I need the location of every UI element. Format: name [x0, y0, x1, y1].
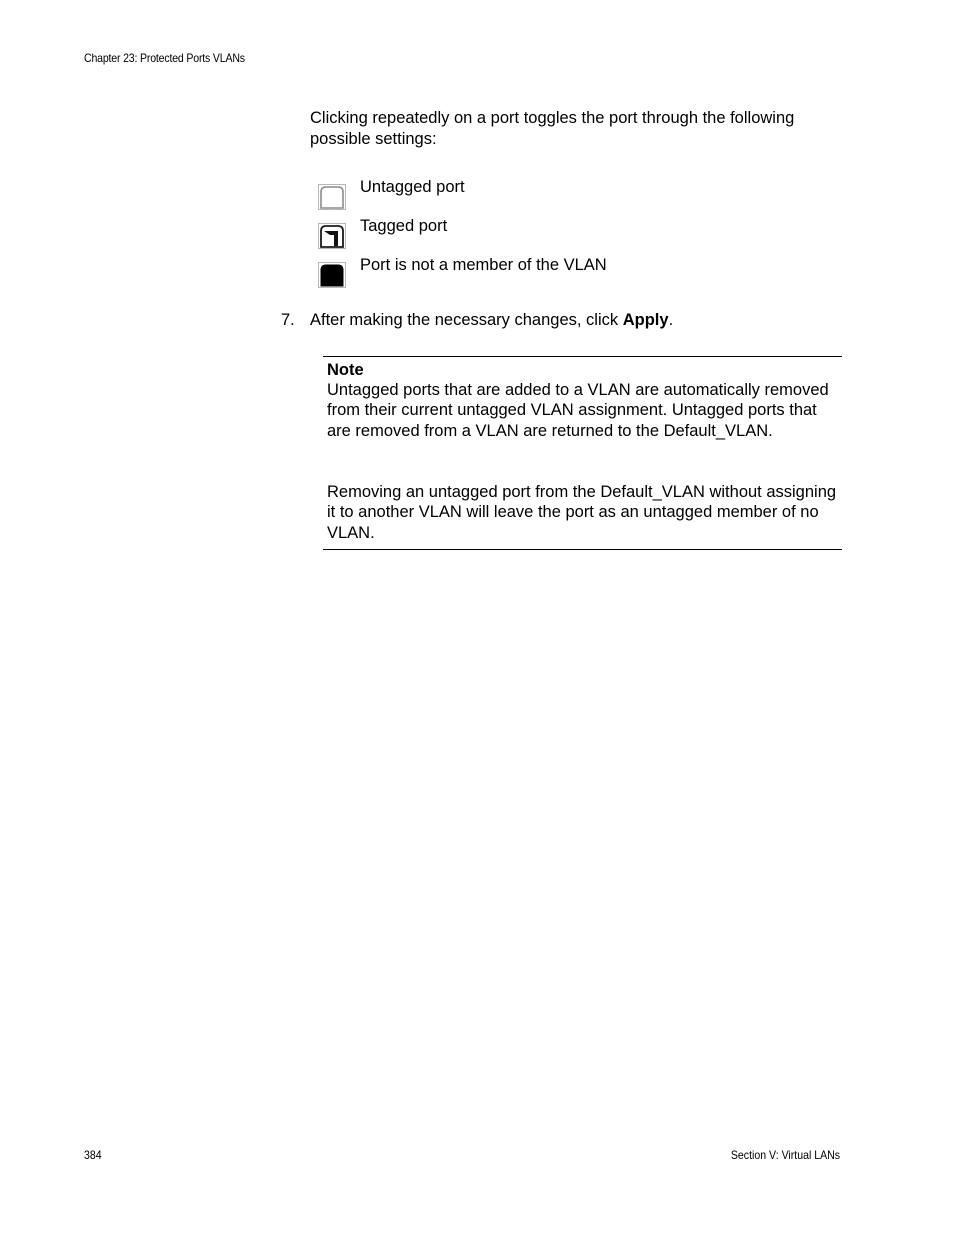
section-footer: Section V: Virtual LANs — [730, 1148, 840, 1162]
setting-label-untagged: Untagged port — [360, 178, 465, 196]
setting-row-tagged — [318, 216, 858, 246]
apply-button-reference: Apply — [622, 311, 669, 329]
step-text-after: . — [668, 311, 674, 329]
intro-paragraph: Clicking repeatedly on a port toggles the port through the following possible settings: — [310, 109, 795, 148]
step-text-before: After making the necessary changes, click — [310, 311, 623, 329]
note-box — [323, 356, 842, 550]
untagged-port-icon — [318, 184, 346, 210]
step-number: 7. — [281, 311, 295, 329]
note-title: Note — [327, 361, 364, 379]
setting-row-untagged — [318, 177, 858, 207]
setting-row-non-member — [318, 255, 858, 285]
note-paragraph-2: Removing an untagged port from the Default_VLAN without assigning it to another VLAN will leave the port as an untagged member of no VLAN. — [327, 483, 837, 542]
setting-label-tagged: Tagged port — [360, 217, 448, 235]
setting-label-non-member: Port is not a member of the VLAN — [360, 256, 607, 274]
non-member-port-icon — [318, 262, 346, 288]
page-number: 384 — [84, 1148, 102, 1162]
tagged-port-icon — [318, 223, 346, 249]
running-header: Chapter 23: Protected Ports VLANs — [84, 51, 245, 65]
note-paragraph-1: Untagged ports that are added to a VLAN are automatically removed from their current untagged VLAN assignment. Untagged ports that are removed from a VLAN are returned to the Default_VLAN. — [327, 381, 829, 440]
step-7 — [281, 310, 673, 331]
